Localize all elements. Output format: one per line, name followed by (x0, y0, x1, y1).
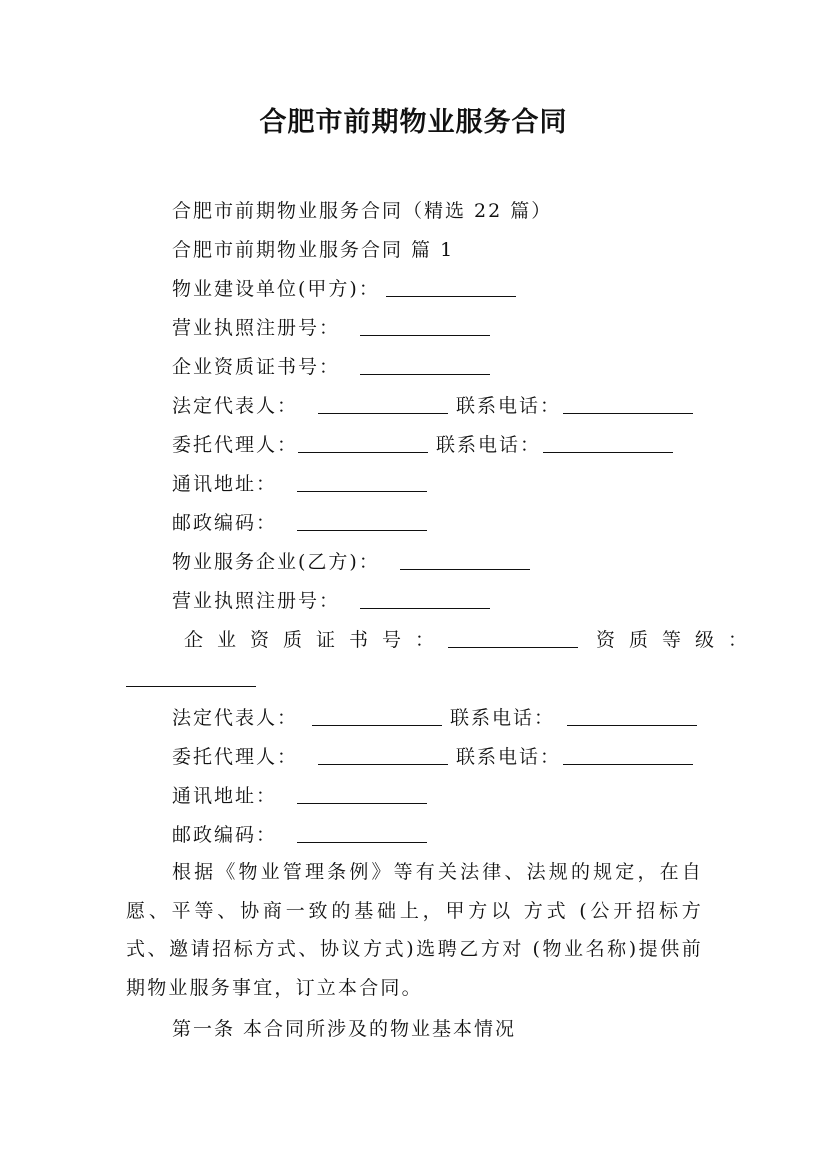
section-heading: 合肥市前期物业服务合同 篇 1 (172, 239, 455, 261)
party-a-agent-phone-label: 联系电话： (436, 434, 542, 456)
party-b-license-row (172, 588, 498, 614)
party-b-agent-blank (318, 763, 448, 765)
party-b-grade-blank (126, 685, 256, 687)
party-a-legal-rep-row (172, 393, 693, 419)
party-a-agent-row (172, 432, 673, 458)
party-b-agent-phone-label: 联系电话： (456, 746, 562, 768)
party-b-company-label: 物业服务企业(乙方)： (172, 551, 380, 573)
party-a-postcode-blank (297, 529, 427, 531)
document-title: 合肥市前期物业服务合同 (259, 107, 568, 138)
party-b-postcode-row (172, 822, 435, 848)
party-a-address-blank (297, 490, 427, 492)
party-a-address-row (172, 471, 435, 497)
party-b-company-blank (400, 568, 530, 570)
party-b-grade-row (126, 666, 264, 692)
party-a-license-blank (360, 334, 490, 336)
party-a-phone-label: 联系电话： (456, 395, 562, 417)
party-a-builder-label: 物业建设单位(甲方)： (172, 278, 380, 300)
article-1-heading: 第一条 本合同所涉及的物业基本情况 (172, 1018, 517, 1040)
party-b-qualification-row (184, 627, 761, 653)
party-b-phone-label: 联系电话： (450, 707, 556, 729)
party-b-qualification-label: 企业资质证书号： (184, 629, 449, 651)
party-b-legal-rep-row (172, 705, 697, 731)
party-a-qualification-blank (360, 373, 490, 375)
party-a-address-label: 通讯地址： (172, 473, 278, 495)
party-a-phone-blank (563, 412, 693, 414)
party-b-qualification-blank (448, 646, 578, 648)
party-a-license-label: 营业执照注册号： (172, 317, 341, 339)
party-b-legal-rep-label: 法定代表人： (172, 707, 299, 729)
party-a-builder-blank (386, 295, 516, 297)
party-b-agent-label: 委托代理人： (172, 746, 299, 768)
document-subtitle: 合肥市前期物业服务合同（精选 22 篇） (172, 200, 553, 222)
party-a-legal-rep-blank (318, 412, 448, 414)
party-b-postcode-label: 邮政编码： (172, 824, 278, 846)
party-a-legal-rep-label: 法定代表人： (172, 395, 299, 417)
party-b-address-blank (297, 802, 427, 804)
party-b-agent-phone-blank (563, 763, 693, 765)
party-b-phone-blank (567, 724, 697, 726)
party-a-postcode-row (172, 510, 435, 536)
party-a-qualification-row (172, 354, 498, 380)
party-a-qualification-label: 企业资质证书号： (172, 356, 341, 378)
body-paragraph: 根据《物业管理条例》等有关法律、法规的规定，在自愿、平等、协商一致的基础上，甲方以 方式 (公开招标方式、邀请招标方式、协议方式)选聘乙方对 (物业名称)提供前期物业服务事宜，订立本合同。 (126, 861, 703, 999)
party-a-agent-label: 委托代理人： (172, 434, 299, 456)
party-a-builder-row (172, 276, 524, 302)
party-b-company-row (172, 549, 538, 575)
party-b-license-label: 营业执照注册号： (172, 590, 341, 612)
party-b-legal-rep-blank (312, 724, 442, 726)
party-b-agent-row (172, 744, 693, 770)
party-b-license-blank (360, 607, 490, 609)
party-a-postcode-label: 邮政编码： (172, 512, 278, 534)
party-a-agent-blank (298, 451, 428, 453)
party-b-grade-label: 资质等级： (596, 629, 762, 651)
party-b-address-label: 通讯地址： (172, 785, 278, 807)
party-a-agent-phone-blank (543, 451, 673, 453)
party-b-postcode-blank (297, 841, 427, 843)
party-a-license-row (172, 315, 498, 341)
party-b-address-row (172, 783, 435, 809)
